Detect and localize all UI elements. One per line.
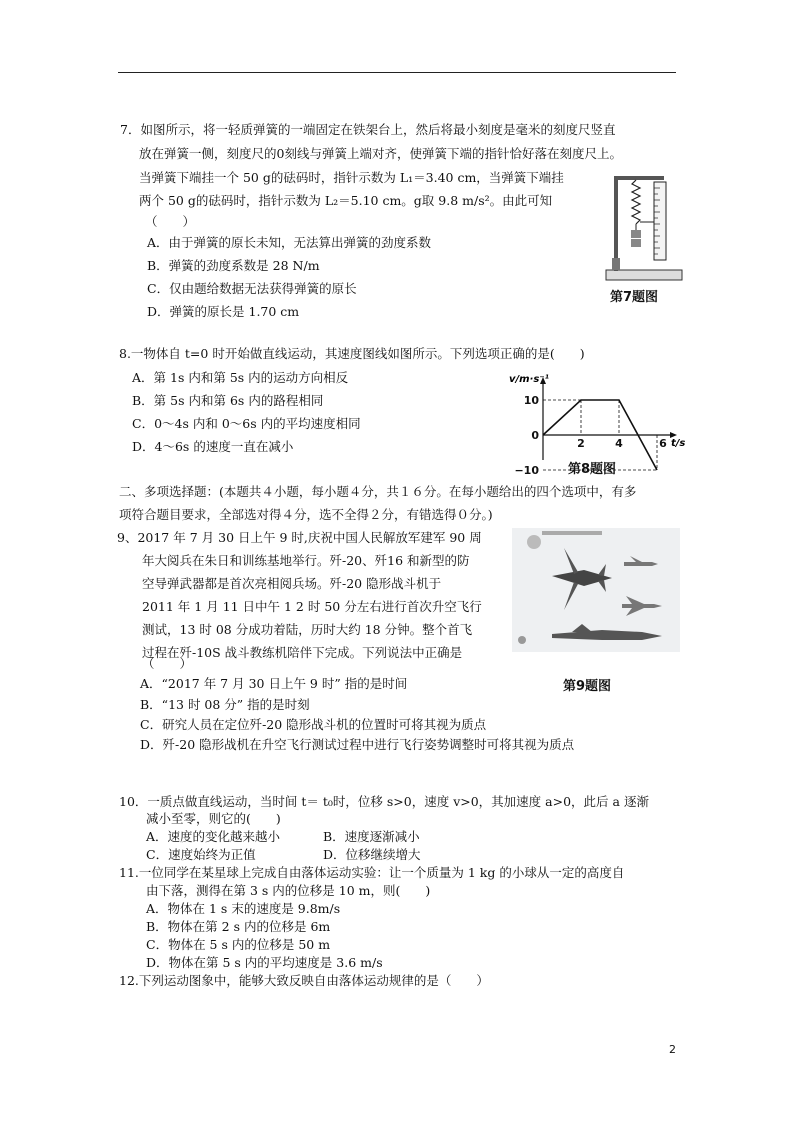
q7-line4: 两个 50 g的砝码时，指针示数为 L₂＝5.10 cm。g取 9.8 m/s²。由此可知 xyxy=(139,193,553,208)
q11-option-a: A．物体在 1 s 末的速度是 9.8m/s xyxy=(146,901,341,916)
q11-option-d: D．物体在第 5 s 内的平均速度是 3.6 m/s xyxy=(146,955,383,970)
q10-line2: 减小至零，则它的( ) xyxy=(146,811,281,826)
q7-figure-caption: 第7题图 xyxy=(610,290,659,305)
x-axis-label: t/s xyxy=(671,438,686,449)
q9-line3: 空导弹武器都是首次亮相阅兵场。歼-20 隐形战斗机于 xyxy=(142,576,442,591)
q8-stem: 8.一物体自 t=0 时开始做直线运动，其速度图线如图所示。下列选项正确的是( ) xyxy=(119,346,585,361)
y-axis-label: v/m·s⁻¹ xyxy=(509,374,549,385)
spring-apparatus-figure xyxy=(598,170,688,285)
tick-label-x-6: 6 xyxy=(659,437,667,450)
q9-option-c: C．研究人员在定位歼-20 隐形战斗机的位置时可将其视为质点 xyxy=(140,717,487,732)
section2-heading-line2: 项符合题目要求，全部选对得４分，选不全得２分，有错选得０分。) xyxy=(119,507,493,522)
section2-heading-line1: 二、多项选择题：(本题共４小题，每小题４分，共１６分。在每小题给出的四个选项中，有多 xyxy=(119,484,637,499)
q9-figure-caption: 第9题图 xyxy=(563,679,612,694)
q11-option-c: C．物体在 5 s 内的位移是 50 m xyxy=(146,937,331,952)
tick-label-y-neg10: −10 xyxy=(514,464,539,477)
q7-line3: 当弹簧下端挂一个 50 g的砝码时，指针示数为 L₁＝3.40 cm，当弹簧下端挂 xyxy=(139,170,564,185)
q10-option-d: D．位移继续增大 xyxy=(323,847,421,862)
q9-line4: 2011 年 1 月 11 日中午 1 2 时 50 分左右进行首次升空飞行 xyxy=(142,599,482,614)
page-number: 2 xyxy=(669,1043,676,1056)
tick-label-x-4: 4 xyxy=(615,437,623,450)
q7-option-c: C．仅由题给数据无法获得弹簧的原长 xyxy=(147,281,357,296)
q7-option-d: D．弹簧的原长是 1.70 cm xyxy=(147,304,300,319)
q7-line2: 放在弹簧一侧，刻度尺的0刻线与弹簧上端对齐，使弹簧下端的指针恰好落在刻度尺上。 xyxy=(139,146,622,161)
q8-option-a: A．第 1s 内和第 5s 内的运动方向相反 xyxy=(132,370,349,385)
q10-option-a: A．速度的变化越来越小 xyxy=(146,829,281,844)
header-rule xyxy=(118,72,676,73)
q8-option-c: C．0～4s 内和 0～6s 内的平均速度相同 xyxy=(132,416,361,431)
q10-option-c: C．速度始终为正值 xyxy=(146,847,256,862)
q10-line1: 10．一质点做直线运动，当时间 t＝ t₀时，位移 s>0，速度 v>0，其加速度 a>0，此后 a 逐渐 xyxy=(119,794,649,809)
q9-option-a: A．“2017 年 7 月 30 日上午 9 时” 指的是时间 xyxy=(140,676,408,691)
q7-line1: 7．如图所示，将一轻质弹簧的一端固定在铁架台上，然后将最小刻度是毫米的刻度尺竖直 xyxy=(120,122,616,137)
q7-option-b: B．弹簧的劲度系数是 28 N/m xyxy=(147,258,320,273)
q9-answer-paren: （ ） xyxy=(142,656,193,671)
q9-line6: 过程在歼-10S 战斗教练机陪伴下完成。下列说法中正确是 xyxy=(142,645,463,660)
q9-line5: 测试，13 时 08 分成功着陆，历时大约 18 分钟。整个首飞 xyxy=(142,622,473,637)
tick-label-y-0: 0 xyxy=(531,429,539,442)
q9-option-b: B．“13 时 08 分” 指的是时刻 xyxy=(140,697,310,712)
q11-line2: 由下落，测得在第 3 s 内的位移是 10 m，则( ) xyxy=(146,883,431,898)
q7-answer-paren: （ ） xyxy=(145,214,196,229)
fighter-jet-figure xyxy=(512,528,680,652)
q8-option-b: B．第 5s 内和第 6s 内的路程相同 xyxy=(132,393,324,408)
q11-line1: 11.一位同学在某星球上完成自由落体运动实验：让一个质量为 1 kg 的小球从一定的高度自 xyxy=(119,865,625,880)
tick-label-y-10: 10 xyxy=(523,394,539,407)
q9-line1: 9、2017 年 7 月 30 日上午 9 时,庆祝中国人民解放军建军 90 周 xyxy=(117,530,482,545)
q7-option-a: A．由于弹簧的原长未知，无法算出弹簧的劲度系数 xyxy=(147,235,432,250)
q10-option-b: B．速度逐渐减小 xyxy=(323,829,420,844)
tick-label-x-2: 2 xyxy=(577,437,585,450)
q8-figure-caption: 第8题图 xyxy=(568,462,617,477)
q9-option-d: D．歼-20 隐形战机在升空飞行测试过程中进行飞行姿势调整时可将其视为质点 xyxy=(140,737,575,752)
q11-option-b: B．物体在第 2 s 内的位移是 6m xyxy=(146,919,331,934)
q9-line2: 年大阅兵在朱日和训练基地举行。歼-20、歼16 和新型的防 xyxy=(142,553,470,568)
q8-option-d: D．4～6s 的速度一直在减小 xyxy=(132,439,294,454)
q12-stem: 12.下列运动图象中，能够大致反映自由落体运动规律的是（ ） xyxy=(119,973,489,988)
